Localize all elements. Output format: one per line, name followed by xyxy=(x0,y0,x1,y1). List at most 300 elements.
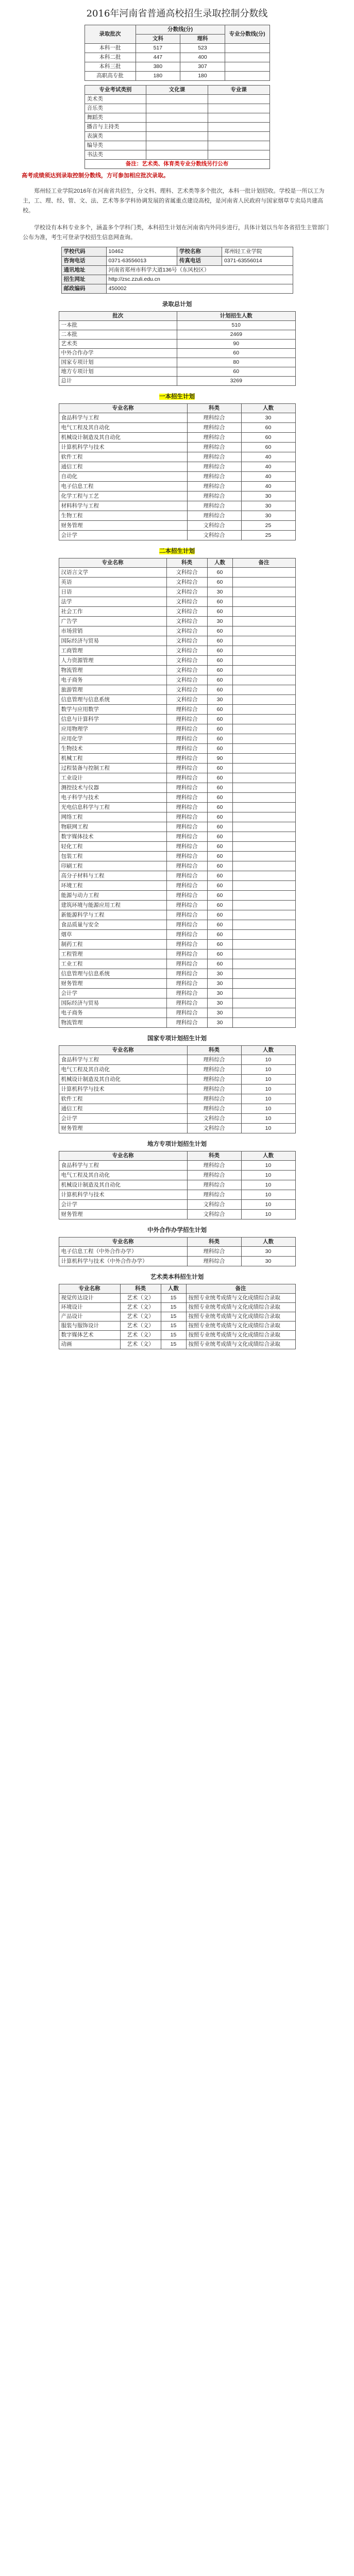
note-cell xyxy=(232,773,295,783)
count-cell: 60 xyxy=(207,568,232,578)
type-cell: 理科综合 xyxy=(166,842,207,852)
major-cell: 会计学 xyxy=(59,1200,187,1210)
type-cell: 文科综合 xyxy=(166,666,207,675)
guojia-header-type: 科类 xyxy=(187,1046,241,1055)
info-label: 通讯地址 xyxy=(61,266,106,275)
count-cell: 60 xyxy=(207,675,232,685)
table-row xyxy=(59,330,295,340)
table-row xyxy=(59,920,295,930)
major-cell: 生物技术 xyxy=(59,744,166,754)
yiben-title-text: 一本招生计划 xyxy=(159,394,195,400)
arts-b xyxy=(208,123,269,132)
type-cell: 理科综合 xyxy=(166,871,207,881)
type-cell: 理科综合 xyxy=(166,901,207,910)
note-cell xyxy=(232,587,295,597)
count-cell: 30 xyxy=(241,413,295,423)
count-cell: 60 xyxy=(207,793,232,803)
type-cell: 理科综合 xyxy=(166,832,207,842)
arts-type: 编导类 xyxy=(85,141,146,150)
note-cell xyxy=(232,578,295,587)
type-cell: 理科综合 xyxy=(187,433,241,443)
arts-type: 表演类 xyxy=(85,132,146,141)
note-cell xyxy=(232,754,295,764)
type-cell: 文科综合 xyxy=(166,636,207,646)
count-cell: 30 xyxy=(241,501,295,511)
note-cell: 按照专业统考成绩与文化成绩综合录取 xyxy=(186,1312,295,1321)
info-label: 邮政编码 xyxy=(61,284,106,294)
type-cell: 理科综合 xyxy=(166,793,207,803)
major-cell: 轻化工程 xyxy=(59,842,166,852)
table-row xyxy=(85,150,269,160)
note-cell xyxy=(232,861,295,871)
count-cell: 10 xyxy=(241,1200,295,1210)
type-cell: 文科综合 xyxy=(166,685,207,695)
type-cell: 理科综合 xyxy=(166,989,207,998)
type-cell: 理科综合 xyxy=(166,891,207,901)
type-cell: 文科综合 xyxy=(166,646,207,656)
note-cell xyxy=(232,597,295,607)
table-row xyxy=(59,666,295,675)
type-cell: 理科综合 xyxy=(187,462,241,472)
table-row xyxy=(59,724,295,734)
count-cell: 60 xyxy=(207,626,232,636)
major-cell: 电气工程及其自动化 xyxy=(59,423,187,433)
major-cell: 财务管理 xyxy=(59,979,166,989)
major-cell: 软件工程 xyxy=(59,452,187,462)
type-cell: 理科综合 xyxy=(166,822,207,832)
table-row xyxy=(59,636,295,646)
summary-title: 录取总计划 xyxy=(162,301,192,308)
arts-header-type: 专业考试类别 xyxy=(85,86,146,95)
difang-header-count: 人数 xyxy=(241,1151,295,1161)
batch-cell: 高职高专批 xyxy=(85,72,136,81)
count-cell: 30 xyxy=(207,617,232,626)
table-row xyxy=(59,367,295,377)
type-cell: 理科综合 xyxy=(187,452,241,462)
count-cell: 60 xyxy=(207,861,232,871)
note-cell xyxy=(232,842,295,852)
type-cell: 文科综合 xyxy=(187,1114,241,1124)
zhongwai-header-type: 科类 xyxy=(187,1238,241,1247)
count-cell: 30 xyxy=(207,1018,232,1028)
yiben-header-major: 专业名称 xyxy=(59,404,187,413)
table-row xyxy=(59,979,295,989)
table-row xyxy=(59,998,295,1008)
table-row xyxy=(59,871,295,881)
table-row xyxy=(59,675,295,685)
count-cell: 10 xyxy=(241,1171,295,1180)
erben-header-type: 科类 xyxy=(166,558,207,568)
count-cell: 60 xyxy=(241,423,295,433)
count-cell: 60 xyxy=(207,891,232,901)
arts-a xyxy=(146,132,208,141)
type-cell: 理科综合 xyxy=(187,1094,241,1104)
type-cell: 理科综合 xyxy=(187,1075,241,1084)
table-row xyxy=(59,1294,295,1303)
info-value: 0371-63556013 xyxy=(106,257,177,266)
type-cell: 理科综合 xyxy=(166,950,207,959)
note-cell xyxy=(232,636,295,646)
document xyxy=(4,0,350,2328)
note-cell: 按照专业统考成绩与文化成绩综合录取 xyxy=(186,1294,295,1303)
count-cell: 30 xyxy=(207,695,232,705)
summary-batch: 一本批 xyxy=(59,321,177,330)
arts-type: 书法类 xyxy=(85,150,146,160)
table-row xyxy=(59,910,295,920)
table-row xyxy=(59,349,295,358)
type-cell: 文科综合 xyxy=(187,531,241,540)
type-cell: 理科综合 xyxy=(187,501,241,511)
type-cell: 理科综合 xyxy=(166,783,207,793)
summary-header-batch: 批次 xyxy=(59,312,177,321)
count-cell: 60 xyxy=(207,832,232,842)
type-cell: 理科综合 xyxy=(187,511,241,521)
zhongwai-header-major: 专业名称 xyxy=(59,1238,187,1247)
table-row xyxy=(59,1084,295,1094)
major-cell: 食品科学与工程 xyxy=(59,1161,187,1171)
table-row xyxy=(59,1161,295,1171)
type-cell: 理科综合 xyxy=(166,744,207,754)
type-cell: 理科综合 xyxy=(187,492,241,501)
guojia-title: 国家专项计划招生计划 xyxy=(147,1036,207,1042)
yiben-table xyxy=(59,403,296,540)
note-cell xyxy=(232,881,295,891)
note-cell xyxy=(232,901,295,910)
type-cell: 理科综合 xyxy=(187,423,241,433)
count-cell: 60 xyxy=(241,433,295,443)
count-cell: 60 xyxy=(207,959,232,969)
count-cell: 15 xyxy=(161,1321,186,1331)
info-value[interactable]: http://zsc.zzuli.edu.cn xyxy=(106,275,293,284)
major-cell: 信息与计算科学 xyxy=(59,715,166,724)
erben-header-count: 人数 xyxy=(207,558,232,568)
table-row xyxy=(59,1257,295,1266)
type-cell: 理科综合 xyxy=(166,881,207,891)
type-cell: 艺术（文） xyxy=(120,1294,161,1303)
major-cell: 财务管理 xyxy=(59,1210,187,1219)
table-row xyxy=(59,861,295,871)
type-cell: 理科综合 xyxy=(187,1180,241,1190)
major-cell: 高分子材料与工程 xyxy=(59,871,166,881)
major-cell: 汉语言文学 xyxy=(59,568,166,578)
table-row xyxy=(85,44,269,53)
type-cell: 艺术（文） xyxy=(120,1321,161,1331)
table-row xyxy=(59,734,295,744)
note-cell xyxy=(232,695,295,705)
arts-b xyxy=(208,141,269,150)
table-row xyxy=(59,358,295,367)
major-cell: 食品科学与工程 xyxy=(59,1055,187,1065)
major-cell: 电子信息工程（中外合作办学） xyxy=(59,1247,187,1257)
table-row xyxy=(59,950,295,959)
major-cell xyxy=(225,72,269,81)
count-cell: 60 xyxy=(207,920,232,930)
count-cell: 10 xyxy=(241,1210,295,1219)
li-cell: 400 xyxy=(180,53,225,62)
table-row xyxy=(59,891,295,901)
major-cell: 电气工程及其自动化 xyxy=(59,1065,187,1075)
count-cell: 10 xyxy=(241,1180,295,1190)
type-cell: 理科综合 xyxy=(166,1008,207,1018)
summary-count: 3269 xyxy=(177,377,296,386)
table-row xyxy=(59,1065,295,1075)
arts-type: 音乐类 xyxy=(85,104,146,113)
table-row xyxy=(59,764,295,773)
table-row xyxy=(59,695,295,705)
note-cell xyxy=(232,891,295,901)
count-cell: 40 xyxy=(241,482,295,492)
type-cell: 理科综合 xyxy=(166,979,207,989)
major-cell xyxy=(225,62,269,72)
major-cell: 自动化 xyxy=(59,472,187,482)
major-cell: 动画 xyxy=(59,1340,120,1349)
type-cell: 理科综合 xyxy=(187,482,241,492)
table-row xyxy=(59,423,295,433)
major-cell: 新能源科学与工程 xyxy=(59,910,166,920)
major-cell: 电子商务 xyxy=(59,675,166,685)
type-cell: 理科综合 xyxy=(166,773,207,783)
major-cell: 数字媒体技术 xyxy=(59,832,166,842)
type-cell: 理科综合 xyxy=(187,1257,241,1266)
summary-header-count: 计划招生人数 xyxy=(177,312,296,321)
type-cell: 理科综合 xyxy=(166,940,207,950)
note-cell xyxy=(232,950,295,959)
type-cell: 理科综合 xyxy=(187,1247,241,1257)
table-row xyxy=(59,340,295,349)
batch-cell: 本科二批 xyxy=(85,53,136,62)
count-cell: 10 xyxy=(241,1084,295,1094)
table-row xyxy=(59,472,295,482)
type-cell: 理科综合 xyxy=(166,969,207,979)
table-row xyxy=(85,132,269,141)
table-row xyxy=(59,940,295,950)
summary-batch: 总计 xyxy=(59,377,177,386)
count-cell: 60 xyxy=(207,744,232,754)
count-cell: 15 xyxy=(161,1312,186,1321)
table-row xyxy=(59,989,295,998)
table-row xyxy=(59,1114,295,1124)
type-cell: 理科综合 xyxy=(187,1065,241,1075)
major-cell: 工程管理 xyxy=(59,950,166,959)
type-cell: 理科综合 xyxy=(166,910,207,920)
type-cell: 理科综合 xyxy=(166,705,207,715)
major-cell: 机械设计制造及其自动化 xyxy=(59,433,187,443)
count-cell: 60 xyxy=(207,910,232,920)
count-cell: 60 xyxy=(207,930,232,940)
note-cell xyxy=(232,910,295,920)
intro-note: 高考成绩须达到录取控制分数线，方可参加相应批次录取。 xyxy=(22,173,169,179)
note-cell xyxy=(232,764,295,773)
table-row xyxy=(59,321,295,330)
table-row xyxy=(59,607,295,617)
type-cell: 理科综合 xyxy=(187,1161,241,1171)
count-cell: 60 xyxy=(207,871,232,881)
count-cell: 60 xyxy=(207,636,232,646)
count-cell: 60 xyxy=(207,901,232,910)
table-row xyxy=(59,462,295,472)
major-cell: 物联网工程 xyxy=(59,822,166,832)
type-cell: 理科综合 xyxy=(187,472,241,482)
table-row xyxy=(59,1008,295,1018)
major-cell: 社会工作 xyxy=(59,607,166,617)
table-row xyxy=(59,793,295,803)
score-table xyxy=(85,25,270,81)
info-table xyxy=(61,247,293,294)
major-cell: 生物工程 xyxy=(59,511,187,521)
yiben-header-count: 人数 xyxy=(241,404,295,413)
table-row xyxy=(59,443,295,452)
major-cell: 电子科学与技术 xyxy=(59,793,166,803)
major-cell: 电气工程及其自动化 xyxy=(59,1171,187,1180)
note-cell xyxy=(232,783,295,793)
table-row xyxy=(59,521,295,531)
batch-cell: 本科一批 xyxy=(85,44,136,53)
count-cell: 40 xyxy=(241,462,295,472)
erben-title-text: 二本招生计划 xyxy=(159,548,195,554)
major-cell: 旅游管理 xyxy=(59,685,166,695)
bottom-space xyxy=(4,1349,350,2328)
note-cell: 按照专业统考成绩与文化成绩综合录取 xyxy=(186,1321,295,1331)
table-row xyxy=(59,656,295,666)
major-cell: 化学工程与工艺 xyxy=(59,492,187,501)
table-row xyxy=(59,587,295,597)
major-cell: 会计学 xyxy=(59,989,166,998)
note-cell xyxy=(232,998,295,1008)
note-cell xyxy=(232,685,295,695)
major-cell: 物流管理 xyxy=(59,666,166,675)
zhongwai-header-count: 人数 xyxy=(241,1238,295,1247)
type-cell: 理科综合 xyxy=(166,959,207,969)
note-cell xyxy=(232,715,295,724)
count-cell: 30 xyxy=(207,1008,232,1018)
table-row xyxy=(59,1340,295,1349)
major-cell: 过程装备与控制工程 xyxy=(59,764,166,773)
count-cell: 30 xyxy=(241,1247,295,1257)
major-cell: 机械设计制造及其自动化 xyxy=(59,1180,187,1190)
note-cell xyxy=(232,969,295,979)
summary-count: 80 xyxy=(177,358,296,367)
table-row xyxy=(59,685,295,695)
arts-a xyxy=(146,104,208,113)
table-row xyxy=(59,1018,295,1028)
table-row xyxy=(59,1247,295,1257)
info-label: 学校代码 xyxy=(61,247,106,257)
yiben-header-type: 科类 xyxy=(187,404,241,413)
note-cell xyxy=(232,832,295,842)
major-cell: 机械设计制造及其自动化 xyxy=(59,1075,187,1084)
table-row xyxy=(59,803,295,812)
count-cell: 10 xyxy=(241,1114,295,1124)
note-cell xyxy=(232,617,295,626)
count-cell: 10 xyxy=(241,1124,295,1133)
arts-b xyxy=(208,132,269,141)
table-row xyxy=(59,715,295,724)
table-row xyxy=(61,284,293,294)
arts-type: 美术类 xyxy=(85,95,146,104)
major-cell: 计算机科学与技术 xyxy=(59,1084,187,1094)
count-cell: 10 xyxy=(241,1094,295,1104)
note-cell xyxy=(232,920,295,930)
count-cell: 30 xyxy=(207,587,232,597)
arts-a xyxy=(146,123,208,132)
table-row xyxy=(59,578,295,587)
arts-a xyxy=(146,150,208,160)
table-row xyxy=(59,1321,295,1331)
table-row xyxy=(59,1075,295,1084)
major-cell: 环境设计 xyxy=(59,1303,120,1312)
guojia-table xyxy=(59,1045,296,1133)
major-cell: 应用化学 xyxy=(59,734,166,744)
note-cell xyxy=(232,930,295,940)
note-cell xyxy=(232,724,295,734)
count-cell: 90 xyxy=(207,754,232,764)
table-row xyxy=(85,123,269,132)
table-row xyxy=(59,413,295,423)
count-cell: 10 xyxy=(241,1055,295,1065)
major-cell: 食品科学与工程 xyxy=(59,413,187,423)
table-row xyxy=(59,597,295,607)
score-subheader-li: 理科 xyxy=(180,35,225,44)
count-cell: 60 xyxy=(207,705,232,715)
guojia-header-count: 人数 xyxy=(241,1046,295,1055)
type-cell: 文科综合 xyxy=(166,695,207,705)
type-cell: 理科综合 xyxy=(166,861,207,871)
major-cell: 财务管理 xyxy=(59,521,187,531)
count-cell: 60 xyxy=(207,764,232,773)
info-label-2: 学校名称 xyxy=(177,247,222,257)
count-cell: 60 xyxy=(207,803,232,812)
count-cell: 60 xyxy=(207,852,232,861)
major-cell: 信息管理与信息系统 xyxy=(59,969,166,979)
count-cell: 25 xyxy=(241,521,295,531)
note-cell xyxy=(232,705,295,715)
count-cell: 15 xyxy=(161,1331,186,1340)
table-row xyxy=(59,1094,295,1104)
summary-count: 90 xyxy=(177,340,296,349)
type-cell: 文科综合 xyxy=(166,607,207,617)
table-row xyxy=(59,1180,295,1190)
count-cell: 60 xyxy=(207,783,232,793)
table-row xyxy=(59,511,295,521)
table-row xyxy=(59,646,295,656)
wen-cell: 380 xyxy=(136,62,180,72)
note-cell xyxy=(232,1008,295,1018)
type-cell: 理科综合 xyxy=(187,443,241,452)
major-cell: 印刷工程 xyxy=(59,861,166,871)
major-cell: 计算机科学与技术 xyxy=(59,443,187,452)
summary-batch: 地方专项计划 xyxy=(59,367,177,377)
type-cell: 理科综合 xyxy=(166,1018,207,1028)
major-cell: 英语 xyxy=(59,578,166,587)
major-cell: 视觉传达设计 xyxy=(59,1294,120,1303)
count-cell: 60 xyxy=(207,646,232,656)
arts-b xyxy=(208,104,269,113)
major-cell: 计算机科学与技术 xyxy=(59,1190,187,1200)
table-row xyxy=(85,141,269,150)
major-cell: 通信工程 xyxy=(59,1104,187,1114)
type-cell: 文科综合 xyxy=(166,675,207,685)
major-cell: 财务管理 xyxy=(59,1124,187,1133)
count-cell: 60 xyxy=(207,607,232,617)
erben-table xyxy=(59,558,296,1028)
major-cell: 会计学 xyxy=(59,1114,187,1124)
count-cell: 60 xyxy=(207,940,232,950)
table-row xyxy=(59,959,295,969)
score-header-line: 分数线(分) xyxy=(136,25,225,35)
major-cell: 能源与动力工程 xyxy=(59,891,166,901)
count-cell: 40 xyxy=(241,452,295,462)
table-row xyxy=(59,881,295,891)
